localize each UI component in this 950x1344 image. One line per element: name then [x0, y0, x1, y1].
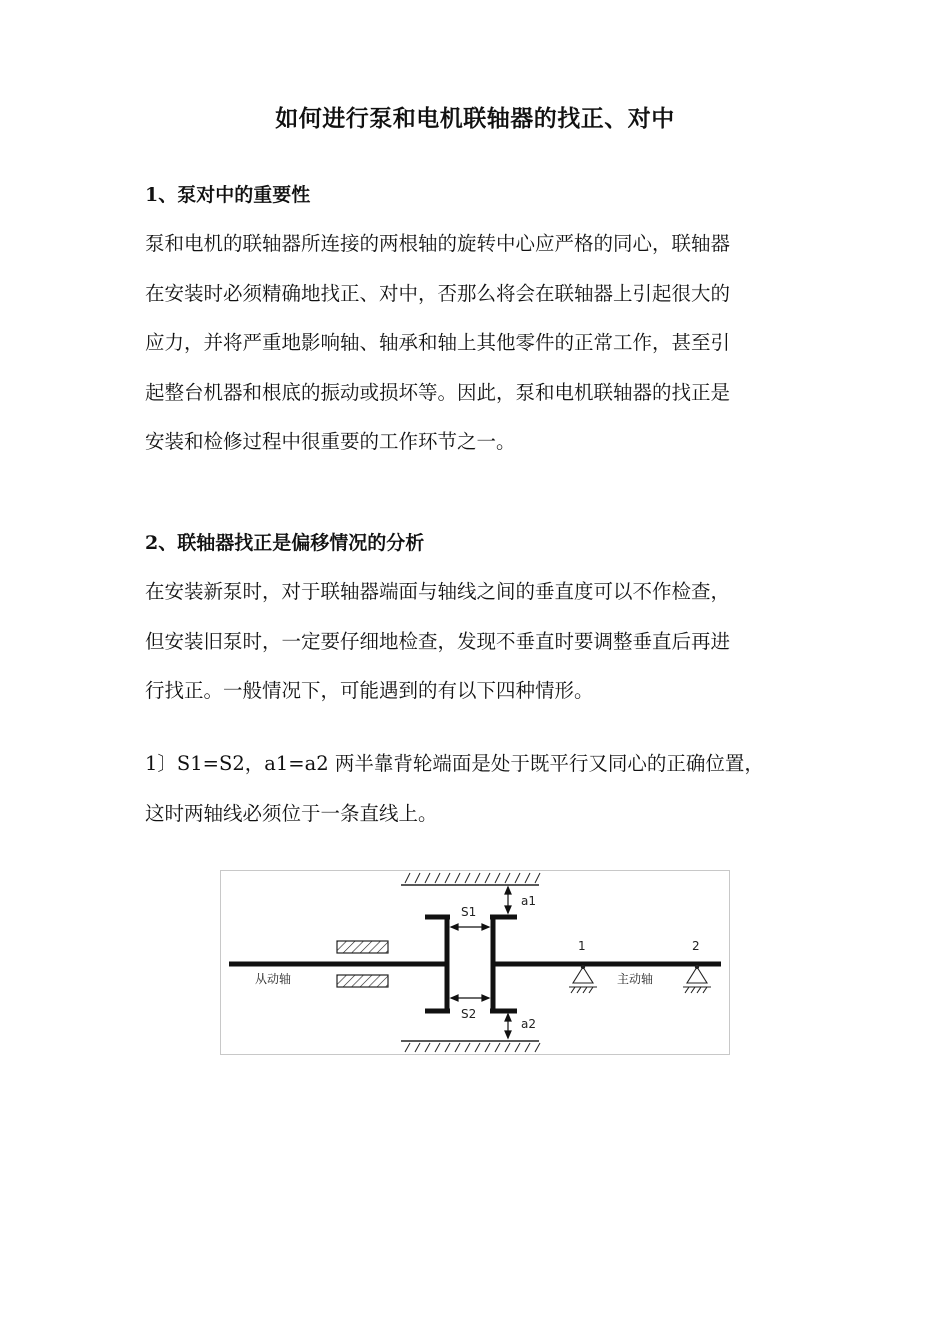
- support-2-label: 2: [692, 939, 700, 953]
- support-1-icon: [569, 965, 597, 993]
- paragraph-line: 1〕S1=S2，a1=a2 两半靠背轮端面是处于既平行又同心的正确位置，: [145, 752, 764, 775]
- coupling-alignment-figure: [220, 870, 730, 1055]
- section-1-heading: 1、泵对中的重要性: [145, 184, 311, 206]
- paragraph-line: 这时两轴线必须位于一条直线上。: [145, 801, 438, 825]
- paragraph-line: 应力，并将严重地影响轴、轴承和轴上其他零件的正常工作，甚至引: [145, 331, 731, 354]
- a2-label: a2: [521, 1017, 536, 1031]
- paragraph-line: 在安装新泵时，对于联轴器端面与轴线之间的垂直度可以不作检查，: [145, 580, 731, 603]
- paragraph-line: 在安装时必须精确地找正、对中，否那么将会在联轴器上引起很大的: [145, 281, 731, 305]
- section-2-heading: 2、联轴器找正是偏移情况的分析: [145, 532, 425, 554]
- a1-label: a1: [521, 894, 536, 908]
- section-1-paragraph: [145, 219, 810, 467]
- s1-label: S1: [461, 905, 477, 919]
- case-1-paragraph: [145, 739, 810, 838]
- paragraph-line: 行找正。一般情况下，可能遇到的有以下四种情形。: [145, 679, 594, 702]
- paragraph-line: 但安装旧泵时，一定要仔细地检查，发现不垂直时要调整垂直后再进: [145, 629, 731, 653]
- bearing-block-top: [337, 941, 388, 953]
- document-title: 如何进行泵和电机联轴器的找正、对中: [275, 105, 675, 132]
- bottom-reference-surface: [401, 1041, 540, 1052]
- support-1-label: 1: [578, 939, 586, 953]
- paragraph-line: 安装和检修过程中很重要的工作环节之一。: [145, 430, 516, 453]
- s2-label: S2: [461, 1007, 477, 1021]
- driving-shaft-label: 主动轴: [617, 972, 654, 986]
- section-2-paragraph: [145, 567, 810, 716]
- bearing-block-bottom: [337, 975, 388, 987]
- s2-dimension-arrow: [451, 995, 489, 1001]
- top-reference-surface: [401, 873, 540, 885]
- driven-shaft-label: 从动轴: [255, 972, 292, 986]
- a1-dimension-arrow: [505, 887, 511, 913]
- coupling-diagram: [221, 871, 729, 1054]
- paragraph-line: 起整台机器和根底的振动或损坏等。因此，泵和电机联轴器的找正是: [145, 380, 731, 404]
- a2-dimension-arrow: [505, 1014, 511, 1038]
- paragraph-line: 泵和电机的联轴器所连接的两根轴的旋转中心应严格的同心，联轴器: [145, 232, 731, 255]
- s1-dimension-arrow: [451, 924, 489, 930]
- support-2-icon: [683, 965, 711, 993]
